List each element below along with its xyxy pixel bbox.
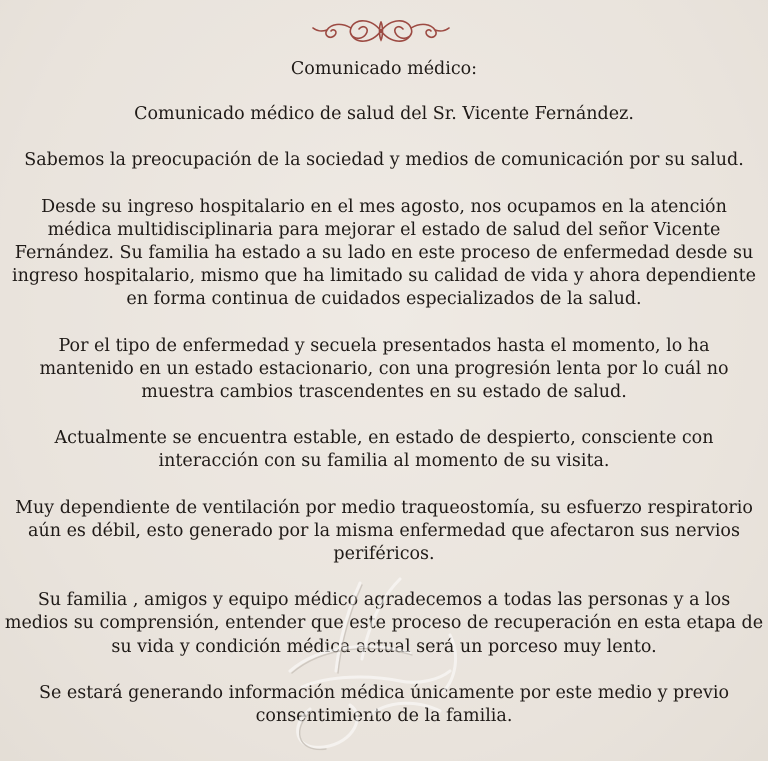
paragraph-line: mantenido en un estado estacionario, con una progresión lenta por lo cuál no bbox=[39, 358, 729, 379]
paragraph-line: interacción con su familia al momento de su visita. bbox=[158, 451, 610, 472]
flourish-ornament-icon bbox=[311, 14, 451, 48]
paragraph-8 bbox=[0, 682, 768, 728]
paragraph-line: muestra cambios trascendentes en su estado de salud. bbox=[141, 382, 627, 403]
paragraph-6 bbox=[0, 497, 768, 567]
paragraph-line: medios su comprensión, entender que este proceso de recuperación en esta etapa de bbox=[4, 613, 764, 634]
paragraph-3 bbox=[0, 196, 768, 312]
paragraph-line: Actualmente se encuentra estable, en estado de despierto, consciente con bbox=[54, 428, 714, 449]
paragraph-line: Su familia , amigos y equipo médico agradecemos a todas las personas y a los bbox=[37, 590, 731, 611]
paragraph-line: su vida y condición médica actual será un porceso muy lento. bbox=[111, 636, 657, 657]
statement-body bbox=[0, 58, 768, 751]
paragraph-line: en forma continua de cuidados especializados de la salud. bbox=[126, 289, 642, 310]
paragraph-line: Por el tipo de enfermedad y secuela presentados hasta el momento, lo ha bbox=[58, 335, 710, 356]
paragraph-7 bbox=[0, 589, 768, 659]
paragraph-line: Comunicado médico de salud del Sr. Vicente Fernández. bbox=[134, 104, 634, 125]
paragraph-4 bbox=[0, 335, 768, 405]
paragraph-line: Fernández. Su familia ha estado a su lado en este proceso de enfermedad desde su bbox=[14, 243, 754, 264]
paragraph-line: médica multidisciplinaria para mejorar el estado de salud del señor Vicente bbox=[47, 219, 721, 240]
paragraph-line: Muy dependiente de ventilación por medio traqueostomía, su esfuerzo respiratorio bbox=[15, 497, 753, 518]
paragraph-line: periféricos. bbox=[333, 544, 435, 565]
paragraph-line: aún es débil, esto generado por la misma enfermedad que afectaron sus nervios bbox=[28, 520, 740, 541]
paragraph-line: Sabemos la preocupación de la sociedad y medios de comunicación por su salud. bbox=[24, 150, 744, 171]
statement-heading: Comunicado médico: bbox=[290, 59, 478, 79]
paragraph-line: ingreso hospitalario, mismo que ha limitado su calidad de vida y ahora dependiente bbox=[12, 266, 756, 287]
paragraph-line: Desde su ingreso hospitalario en el mes agosto, nos ocupamos en la atención bbox=[41, 196, 727, 217]
paragraph-2 bbox=[0, 149, 768, 172]
paragraph-line: consentimiento de la familia. bbox=[255, 706, 513, 727]
paragraph-1 bbox=[0, 103, 768, 126]
paragraph-5 bbox=[0, 427, 768, 473]
paragraph-line: Se estará generando información médica únicamente por este medio y previo bbox=[39, 682, 729, 703]
